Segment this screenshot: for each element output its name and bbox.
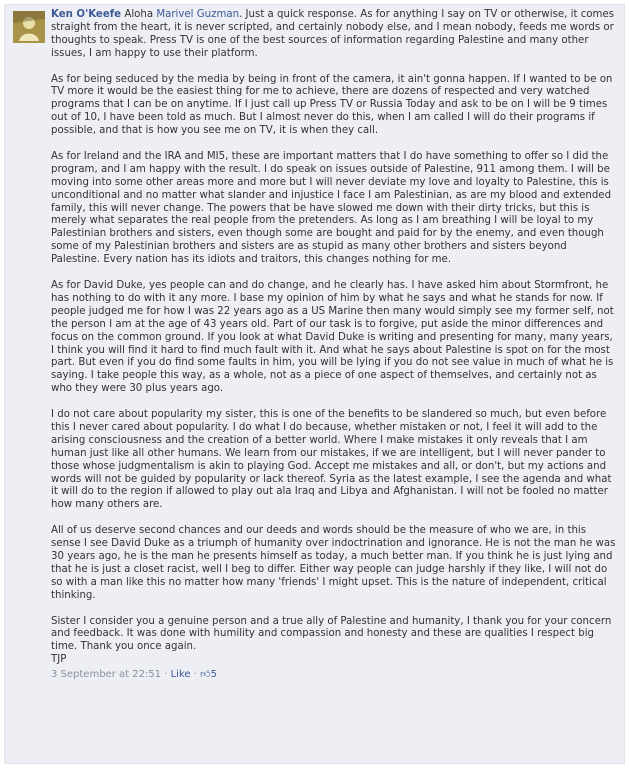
comment [4, 4, 625, 764]
comment-paragraph: As for being seduced by the media by being in front of the camera, it ain't gonna happen. If I wanted to be on TV more it would be the easiest thing for me to achieve, there are dozens of respected and very watched programs that I can be on anytime. If I just call up Press TV or Russia Today and ask to be on I will be 9 times out of 10, I have been told as much. But I almost never do this, when I am called I will do their programs if possible, and that is how you see me on TV, it is when they call. [51, 73, 613, 137]
comment-paragraph: As for David Duke, yes people can and do change, and he clearly has. I have asked him about Stormfront, he has nothing to do with it any more. I base my opinion of him by what he says and what he stands for now. If people judged me for how I was 22 years ago as a US Marine then many would simply see my former self, not the person I am at the age of 43 years old. Part of our task is to forgive, put aside the minor differences and focus on the common ground. If you look at what David Duke is writing and presenting for many, many years, I think you will find it hard to find much fault with it. And what he says about Palestine is spot on for the most part. But even if you do find some faults in him, you will be lying if you do not see value in much of what he is saying. I take people this way, as a whole, not as a piece of one aspect of themselves, and certainly not as who they were 30 plus years ago. [51, 279, 614, 395]
separator: · [193, 669, 197, 681]
comment-paragraph: Sister I consider you a genuine person and a true ally of Palestine and humanity, I thank you for your concern and feedback. It was done with humility and compassion and honesty and these are qualities I respect big time. Thank you once again. TJP [51, 615, 612, 666]
like-button[interactable]: Like [170, 669, 191, 681]
mention-link[interactable]: Marivel Guzman [156, 9, 240, 20]
profile-photo-icon [13, 11, 45, 43]
author-name[interactable]: Ken O'Keefe [51, 9, 122, 20]
comment-body [51, 9, 617, 682]
comment-paragraph: As for Ireland and the IRA and MI5, these are important matters that I do have something to offer so I did the program, and I am happy with the result. I do speak on issues outside of Palestine, 911 among them. I will be moving into some other areas more and more but I will never deviate my love and loyalty to Palestine, this is unconditional and no matter what slander and injustice I face I am Palestinian, as are my blood and extended family, this will never change. The powers that be have slowed me down with their dirty tricks, but this is merely what separates the real people from the pretenders. As long as I am breathing I will be loyal to my Palestinian brothers and sisters, even though some are bought and paid for by the enemy, and even though some of my Palestinian brothers and sisters are as stupid as many other brothers and sisters beyond Palestine. Every nation has its idiots and traitors, this changes nothing for me. [51, 150, 612, 266]
comment-meta [51, 669, 617, 682]
thumbs-up-icon[interactable]: 👍︎ [200, 669, 211, 681]
comment-text: . Just a quick response. As for anything I say on TV or otherwise, it comes straight from the heart, it is never scripted, and certainly nobody else, and I mean nobody, feeds me words or thoughts to speak. Press TV is one of the best sources of information regarding Palestine and many other issues, I am happy to use their platform. [51, 9, 615, 59]
comment-paragraph: All of us deserve second chances and our deeds and words should be the measure of who we are, in this sense I see David Duke as a triumph of humanity over indoctrination and ignorance. He is not the man he was 30 years ago, he is the man he presents himself as today, a much better man. If you think he is just lying and that he is just a closet racist, well I beg to differ. Either way people can judge harshly if they like, I will not do so with a man like this no matter how many 'friends' I might upset. This is the nature of independent, critical thinking. [51, 525, 616, 601]
like-count[interactable]: 5 [210, 669, 217, 681]
avatar[interactable] [13, 11, 45, 43]
greeting: Aloha [124, 9, 154, 20]
timestamp[interactable]: 3 September at 22:51 [51, 669, 162, 681]
separator: · [164, 669, 168, 681]
comment-paragraph: I do not care about popularity my sister, this is one of the benefits to be slandered so much, but even before this I never cared about popularity. I do what I do because, whether mistaken or not, I feel it will add to the arising consciousness and the creation of a better world. Where I make mistakes it only reveals that I am human just like all other humans. We learn from our mistakes, if we are intelligent, but I will never pander to those whose judgmentalism is akin to playing God. Accept me mistakes and all, or don't, but my actions and words will not be guided by popularity or lack thereof. Syria as the latest example, I see the agenda and what it will do to the region if allowed to play out ala Iraq and Libya and Afghanistan. I will not be fooled no matter how many others are. [51, 409, 612, 511]
comment-paragraph [51, 9, 617, 61]
